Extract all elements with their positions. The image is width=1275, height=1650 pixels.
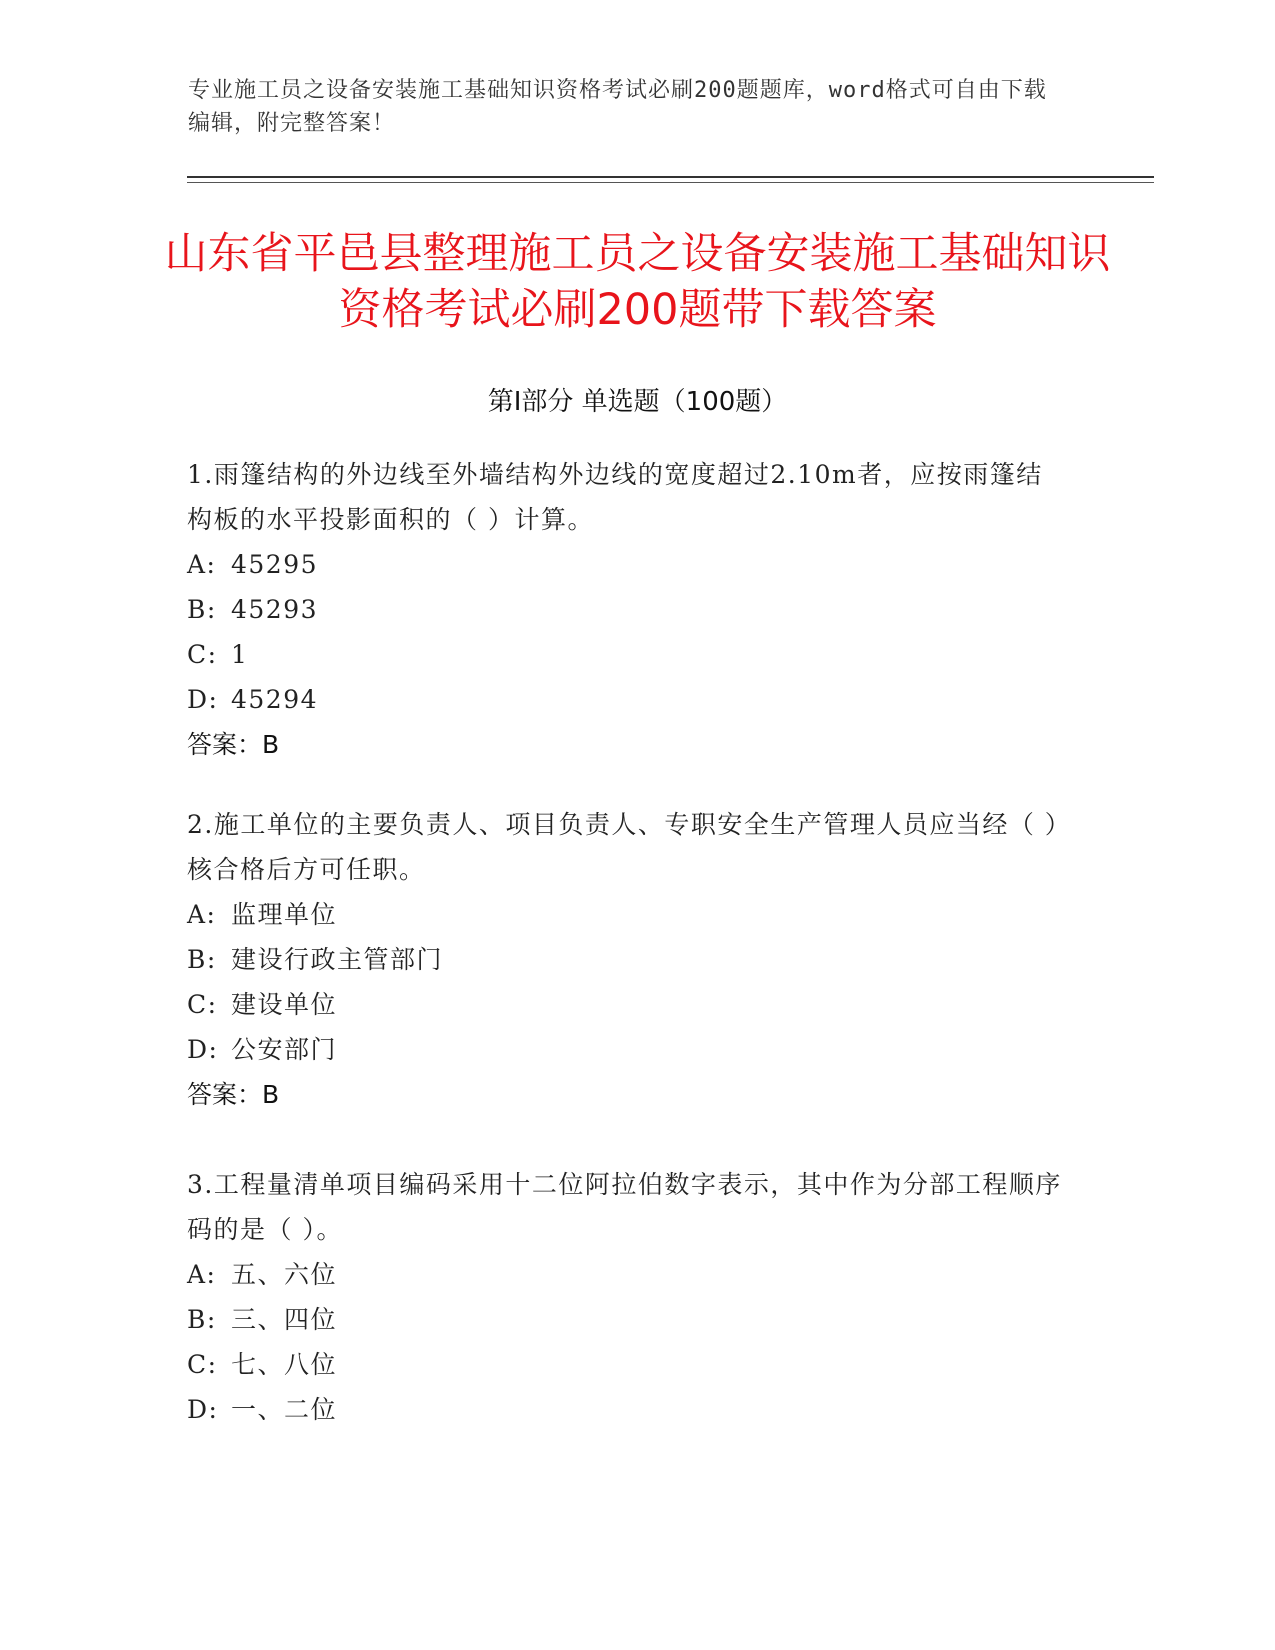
- question-1: [187, 452, 1067, 767]
- option-c: [187, 1342, 1067, 1387]
- option-text: 监理单位: [231, 900, 338, 929]
- option-letter: B:: [187, 1305, 217, 1334]
- option-text: 五、六位: [231, 1260, 338, 1289]
- question-3: [187, 1162, 1067, 1432]
- option-text: 45294: [231, 685, 319, 714]
- option-a: [187, 892, 1067, 937]
- option-a: [187, 542, 1067, 587]
- answer: 答案：B: [187, 1080, 280, 1109]
- answer: 答案：B: [187, 730, 280, 759]
- option-b: [187, 1297, 1067, 1342]
- option-text: 七、八位: [231, 1350, 338, 1379]
- option-d: [187, 1027, 1067, 1072]
- option-letter: A:: [187, 1260, 217, 1289]
- option-d: [187, 1387, 1067, 1432]
- option-text: 45295: [231, 550, 319, 579]
- option-letter: B:: [187, 945, 217, 974]
- option-letter: C:: [187, 1350, 218, 1379]
- option-b: [187, 937, 1067, 982]
- header-note: 专业施工员之设备安装施工基础知识资格考试必刷200题题库，word格式可自由下载编辑，附完整答案！: [188, 78, 1047, 136]
- header-rule-thick: [187, 176, 1154, 178]
- question-stem: 2.施工单位的主要负责人、项目负责人、专职安全生产管理人员应当经（ ）核合格后方可任职。: [187, 810, 1059, 884]
- option-c: [187, 982, 1067, 1027]
- option-a: [187, 1252, 1067, 1297]
- option-b: [187, 587, 1067, 632]
- question-stem: 1.雨篷结构的外边线至外墙结构外边线的宽度超过2.10m者，应按雨篷结构板的水平投影面积的（ ）计算。: [187, 460, 1043, 534]
- option-d: [187, 677, 1067, 722]
- question-stem: 3.工程量清单项目编码采用十二位阿拉伯数字表示，其中作为分部工程顺序码的是（ ）。: [187, 1170, 1062, 1244]
- option-letter: A:: [187, 550, 217, 579]
- option-text: 建设单位: [231, 990, 338, 1019]
- question-2: [187, 802, 1067, 1117]
- option-c: [187, 632, 1067, 677]
- option-text: 三、四位: [231, 1305, 338, 1334]
- option-letter: A:: [187, 900, 217, 929]
- option-text: 一、二位: [231, 1395, 338, 1424]
- option-letter: D:: [187, 685, 219, 714]
- header-rule-thin: [187, 182, 1154, 183]
- option-text: 45293: [231, 595, 319, 624]
- option-text: 1: [231, 640, 249, 669]
- section-title: 第Ⅰ部分 单选题（100题）: [487, 387, 788, 417]
- option-letter: C:: [187, 990, 218, 1019]
- option-letter: D:: [187, 1395, 219, 1424]
- option-letter: C:: [187, 640, 218, 669]
- document-title: 山东省平邑县整理施工员之设备安装施工基础知识资格考试必刷200题带下载答案: [164, 229, 1111, 335]
- option-letter: D:: [187, 1035, 219, 1064]
- option-text: 建设行政主管部门: [231, 945, 444, 974]
- option-letter: B:: [187, 595, 217, 624]
- option-text: 公安部门: [231, 1035, 338, 1064]
